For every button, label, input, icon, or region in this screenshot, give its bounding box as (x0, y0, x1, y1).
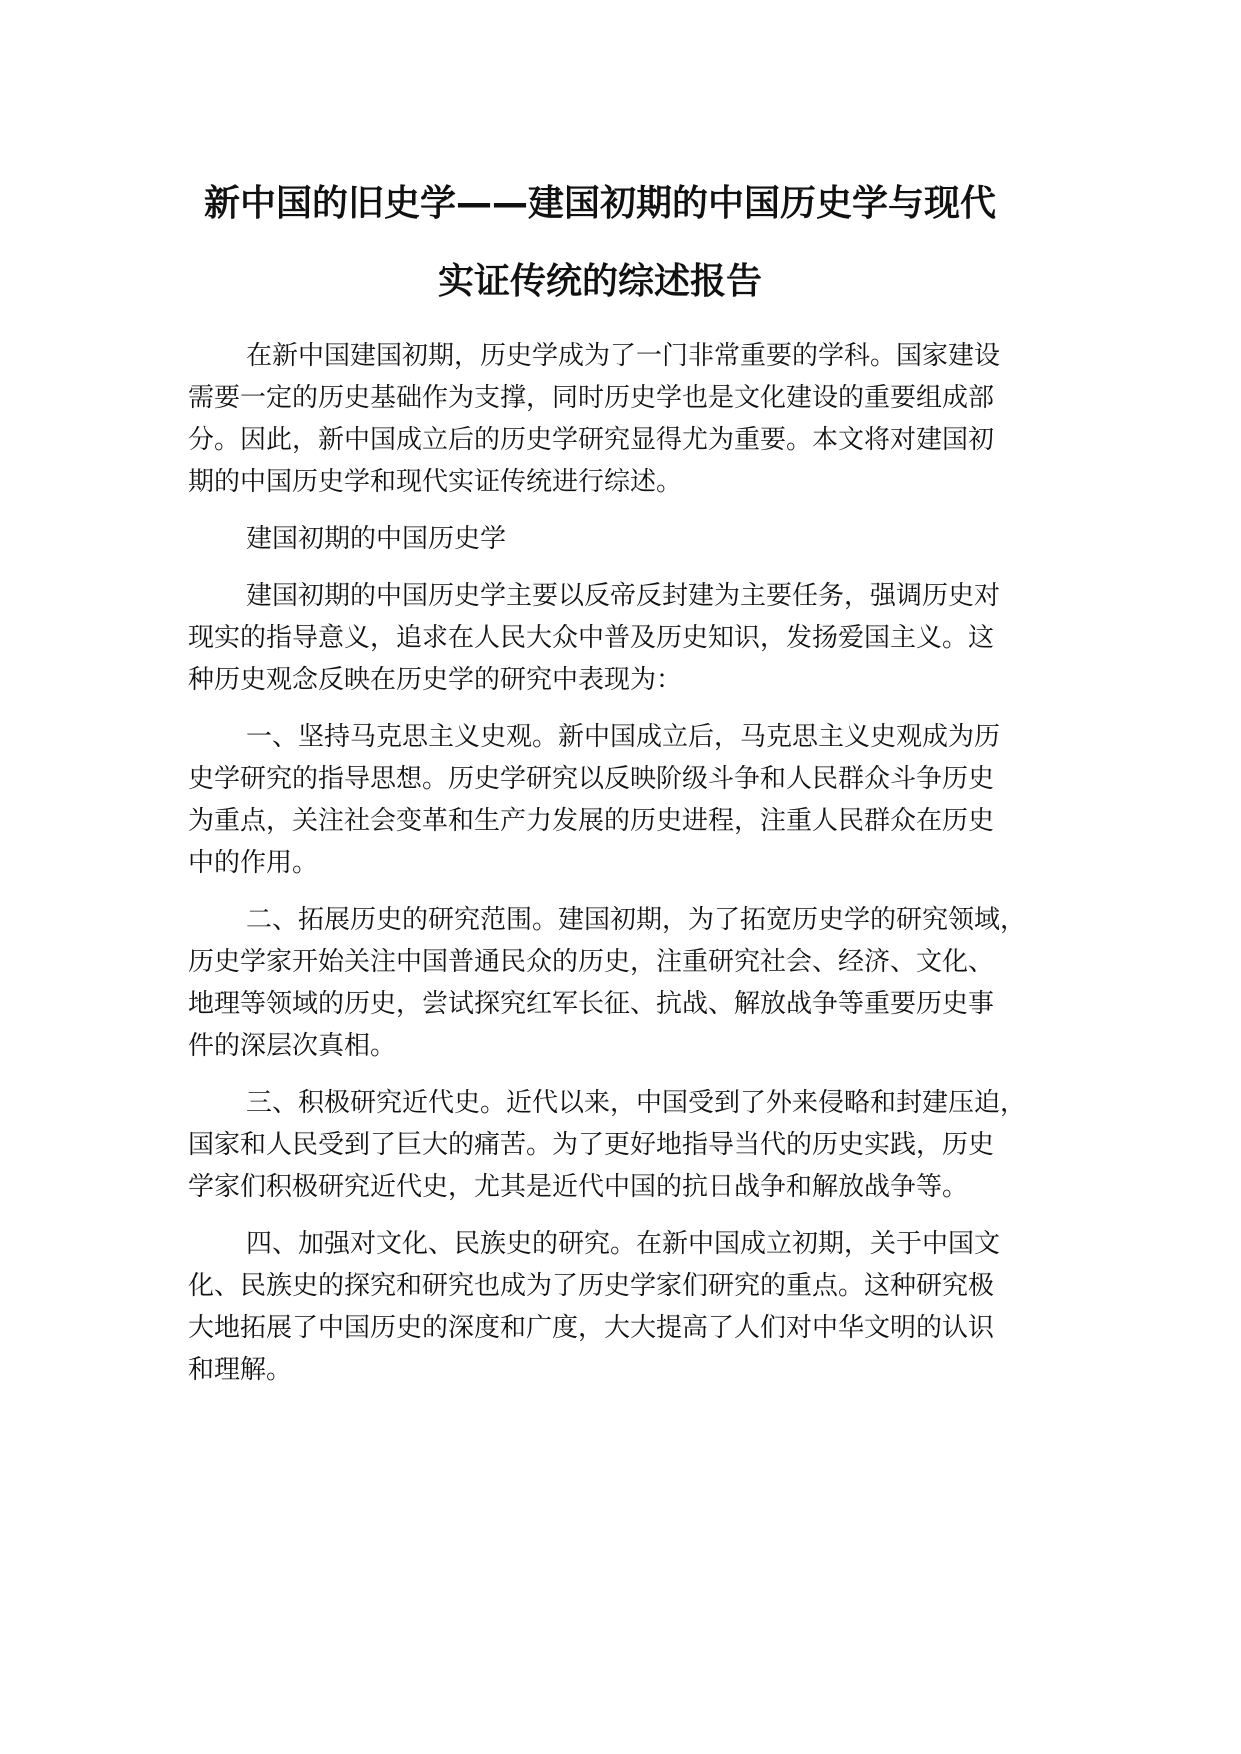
text-line: 化、民族史的探究和研究也成为了历史学家们研究的重点。这种研究极 (188, 1271, 995, 1301)
document-title-line-2: 实证传统的综述报告 (437, 261, 762, 302)
text-line: 史学研究的指导思想。历史学研究以反映阶级斗争和人民群众斗争历史 (188, 764, 995, 794)
text-line: 中的作用。 (188, 848, 319, 878)
text-line: 一、坚持马克思主义史观。新中国成立后，马克思主义史观成为历 (246, 722, 1001, 752)
text-line: 地理等领域的历史，尝试探究红军长征、抗战、解放战争等重要历史事 (188, 989, 995, 1019)
text-line: 种历史观念反映在历史学的研究中表现为： (188, 665, 683, 695)
text-line: 建国初期的中国历史学 (246, 524, 507, 554)
text-line: 国家和人民受到了巨大的痛苦。为了更好地指导当代的历史实践，历史 (188, 1130, 995, 1160)
text-line: 期的中国历史学和现代实证传统进行综述。 (188, 467, 683, 497)
text-line: 大地拓展了中国历史的深度和广度，大大提高了人们对中华文明的认识 (188, 1313, 995, 1343)
text-line: 需要一定的历史基础作为支撑，同时历史学也是文化建设的重要组成部 (188, 383, 995, 413)
text-line: 学家们积极研究近代史，尤其是近代中国的抗日战争和解放战争等。 (188, 1172, 969, 1202)
document-title-line-1: 新中国的旧史学——建国初期的中国历史学与现代 (203, 183, 996, 224)
text-line: 件的深层次真相。 (188, 1031, 397, 1061)
text-line: 建国初期的中国历史学主要以反帝反封建为主要任务，强调历史对 (246, 581, 1001, 611)
text-line: 为重点，关注社会变革和生产力发展的历史进程，注重人民群众在历史 (188, 806, 995, 836)
text-line: 历史学家开始关注中国普通民众的历史，注重研究社会、经济、文化、 (188, 947, 995, 977)
text-line: 四、加强对文化、民族史的研究。在新中国成立初期，关于中国文 (246, 1229, 1001, 1259)
text-line: 三、积极研究近代史。近代以来，中国受到了外来侵略和封建压迫， (246, 1088, 1027, 1118)
text-line: 二、拓展历史的研究范围。建国初期，为了拓宽历史学的研究领域， (246, 905, 1027, 935)
text-line: 和理解。 (188, 1355, 293, 1385)
text-line: 现实的指导意义，追求在人民大众中普及历史知识，发扬爱国主义。这 (188, 623, 995, 653)
text-line: 分。因此，新中国成立后的历史学研究显得尤为重要。本文将对建国初 (188, 425, 995, 455)
text-line: 在新中国建国初期，历史学成为了一门非常重要的学科。国家建设 (246, 341, 1001, 371)
